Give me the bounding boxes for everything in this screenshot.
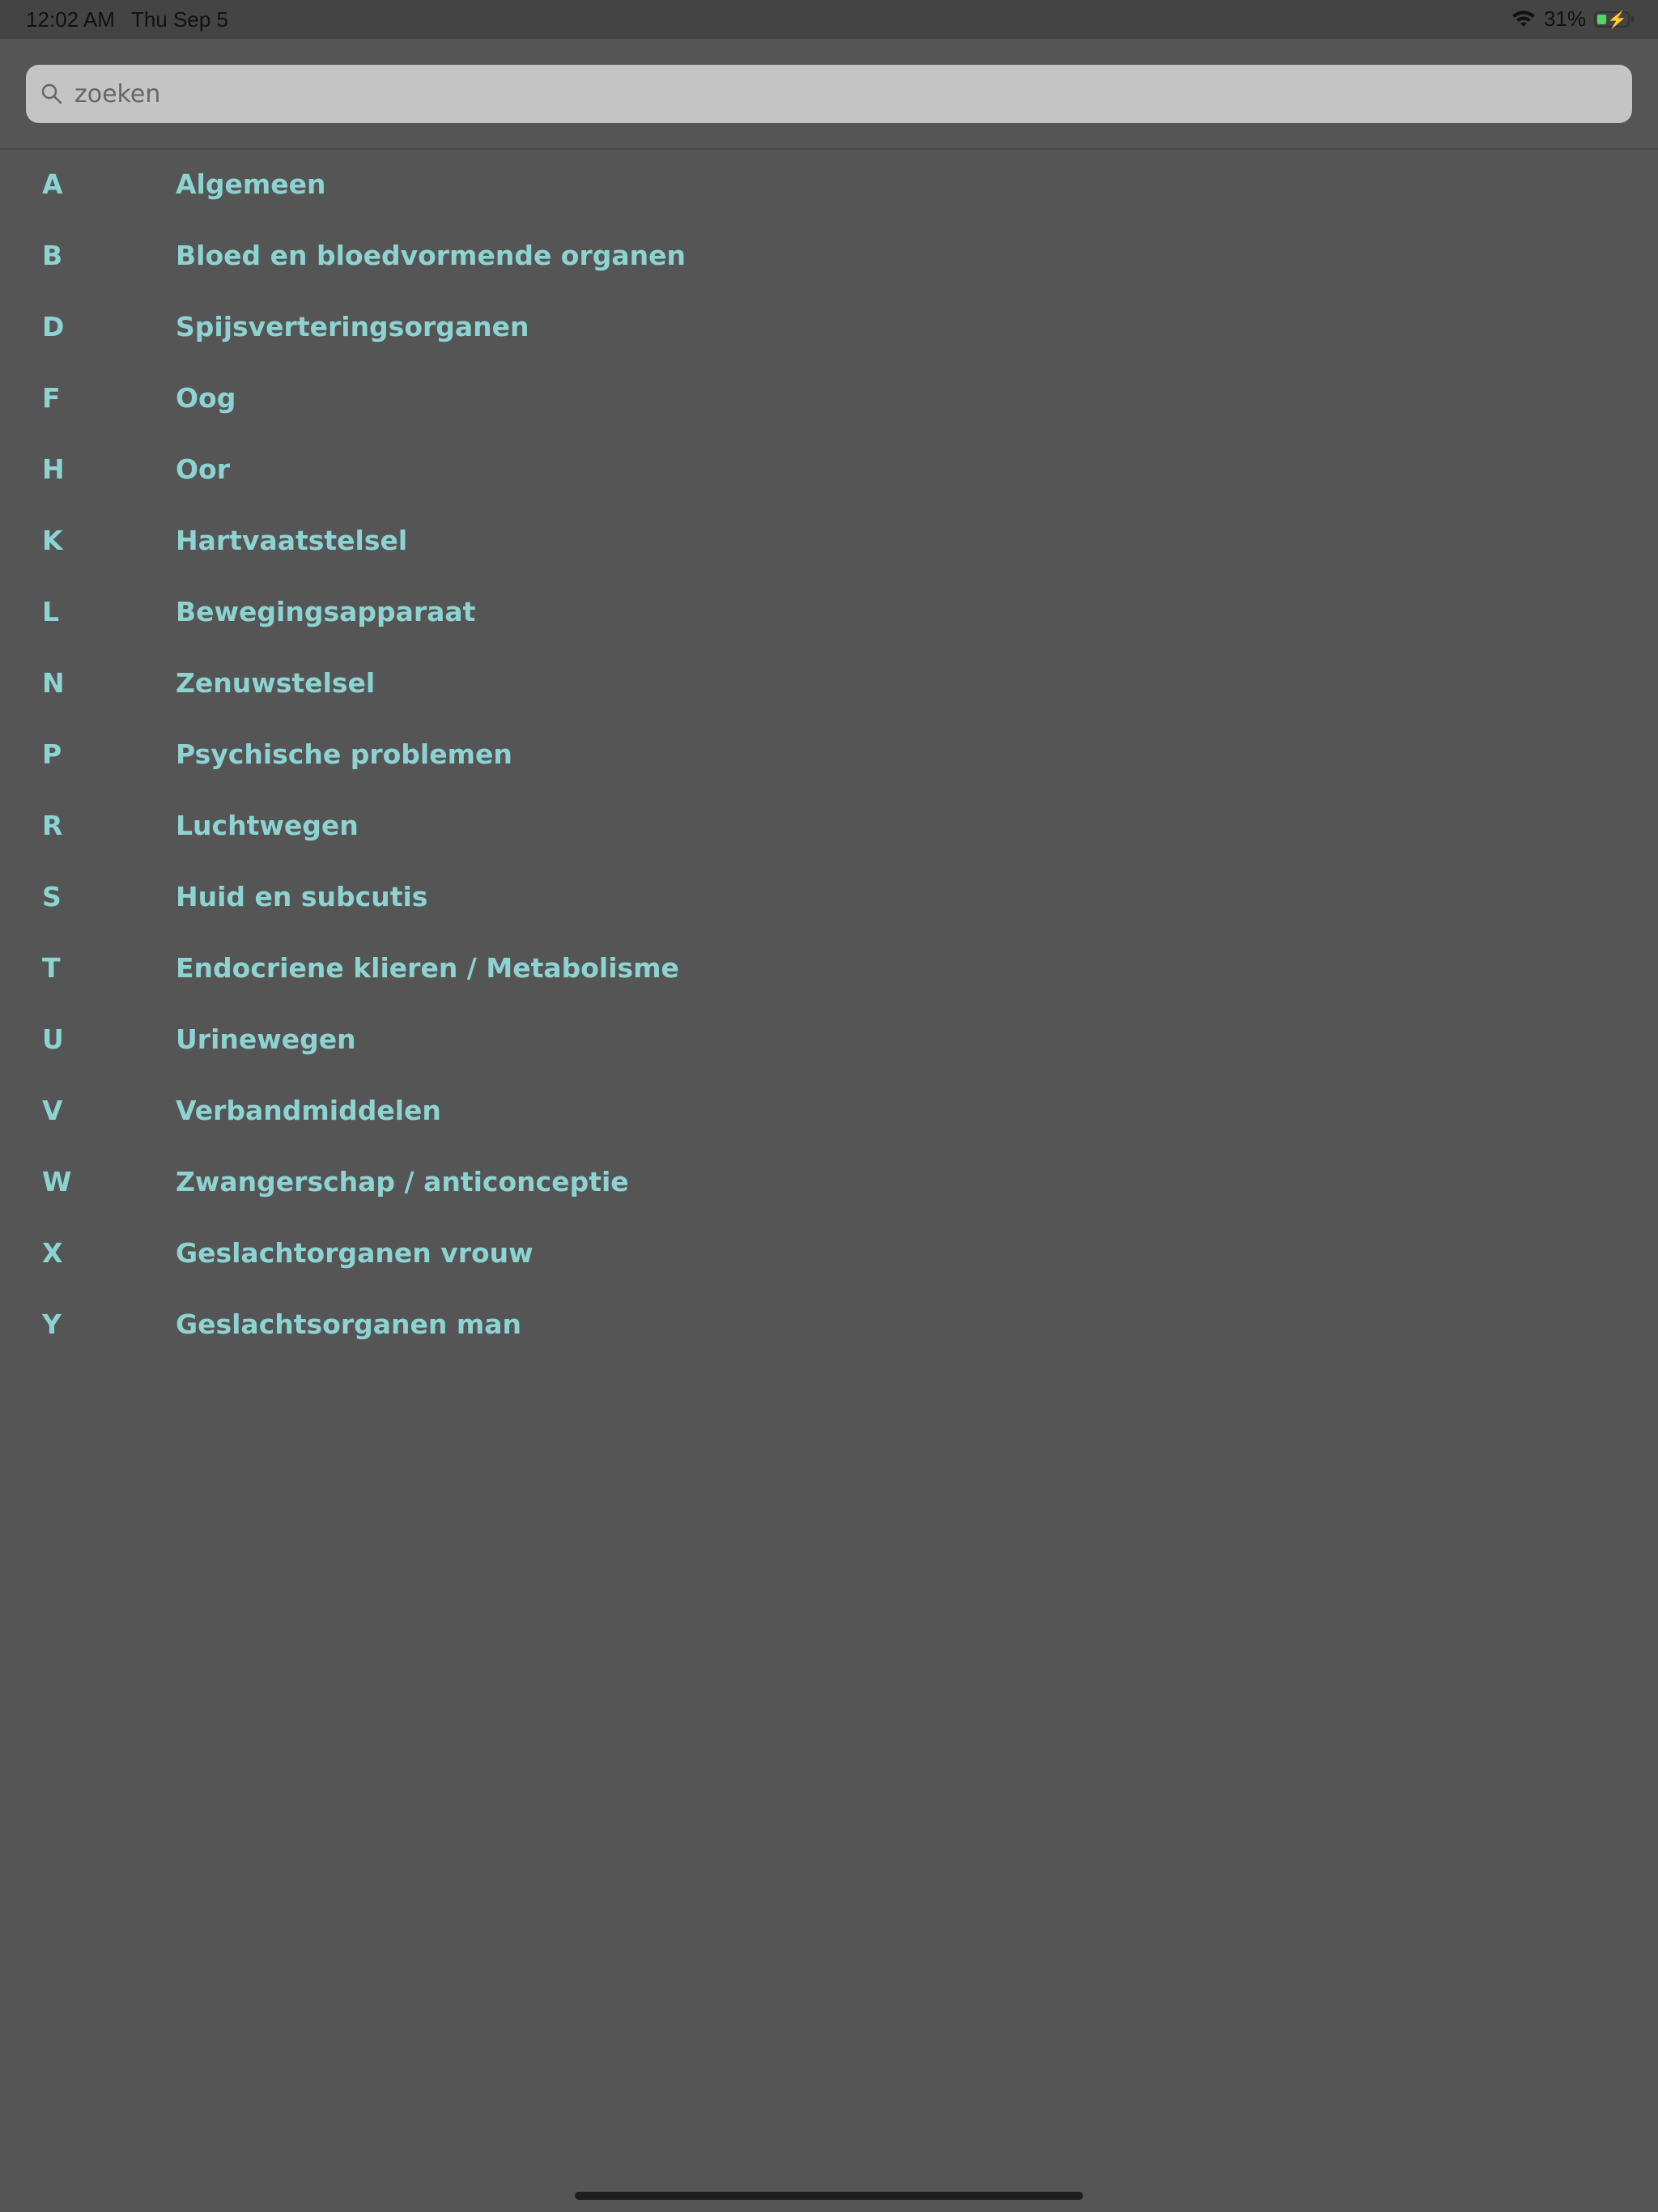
battery-nub: [1631, 16, 1634, 23]
category-row[interactable]: [0, 434, 1658, 505]
category-row[interactable]: [0, 505, 1658, 576]
category-row[interactable]: [0, 648, 1658, 719]
category-row[interactable]: [0, 363, 1658, 434]
battery-icon: [1594, 11, 1630, 28]
category-code: X: [42, 1237, 63, 1269]
category-code: A: [42, 168, 63, 200]
category-code: N: [42, 667, 65, 699]
category-name: Luchtwegen: [176, 810, 359, 841]
status-date: Thu Sep 5: [131, 7, 228, 32]
category-name: Urinewegen: [176, 1023, 356, 1055]
category-row[interactable]: [0, 1218, 1658, 1289]
category-code: D: [42, 311, 65, 342]
category-code: F: [42, 382, 61, 414]
category-code: S: [42, 881, 62, 912]
status-right: [1511, 6, 1634, 32]
category-name: Bloed en bloedvormende organen: [176, 240, 687, 271]
category-row[interactable]: [0, 1289, 1658, 1360]
category-row[interactable]: [0, 220, 1658, 291]
category-row[interactable]: [0, 719, 1658, 790]
category-code: T: [42, 952, 61, 984]
category-name: Psychische problemen: [176, 738, 512, 770]
category-name: Spijsverteringsorganen: [176, 311, 529, 342]
category-code: L: [42, 596, 60, 627]
category-code: W: [42, 1166, 72, 1197]
category-row[interactable]: [0, 861, 1658, 933]
category-row[interactable]: [0, 576, 1658, 648]
search-icon: [40, 83, 63, 105]
category-code: B: [42, 240, 63, 271]
category-row[interactable]: [0, 933, 1658, 1004]
category-name: Oog: [176, 382, 236, 414]
category-code: Y: [42, 1308, 62, 1340]
category-name: Geslachtsorganen man: [176, 1308, 522, 1340]
category-row[interactable]: [0, 1004, 1658, 1075]
charging-bolt-icon: ⚡: [1607, 11, 1627, 29]
category-name: Zwangerschap / anticonceptie: [176, 1166, 629, 1197]
status-time: 12:02 AM: [26, 7, 115, 32]
category-name: Huid en subcutis: [176, 881, 428, 912]
status-bar: [0, 0, 1658, 39]
category-name: Endocriene klieren / Metabolisme: [176, 952, 679, 984]
category-name: Zenuwstelsel: [176, 667, 376, 699]
category-code: R: [42, 810, 63, 841]
category-list: [0, 149, 1658, 1360]
wifi-icon: [1511, 11, 1536, 28]
search-input[interactable]: [73, 79, 1533, 109]
category-name: Verbandmiddelen: [176, 1095, 441, 1126]
category-code: P: [42, 738, 62, 770]
category-name: Oor: [176, 453, 230, 485]
search-bar[interactable]: [26, 65, 1632, 123]
category-row[interactable]: [0, 291, 1658, 363]
battery-percent: 31%: [1543, 6, 1586, 31]
category-name: Algemeen: [176, 168, 326, 200]
category-code: U: [42, 1023, 64, 1055]
battery-fill: [1597, 15, 1606, 24]
category-name: Bewegingsapparaat: [176, 596, 476, 627]
category-row[interactable]: [0, 1146, 1658, 1218]
category-code: H: [42, 453, 65, 485]
category-code: K: [42, 525, 63, 556]
category-row[interactable]: [0, 1075, 1658, 1146]
category-row[interactable]: [0, 790, 1658, 861]
category-code: V: [42, 1095, 63, 1126]
category-name: Geslachtorganen vrouw: [176, 1237, 534, 1269]
category-name: Hartvaatstelsel: [176, 525, 408, 556]
home-indicator[interactable]: [575, 2192, 1083, 2200]
category-row[interactable]: [0, 149, 1658, 220]
